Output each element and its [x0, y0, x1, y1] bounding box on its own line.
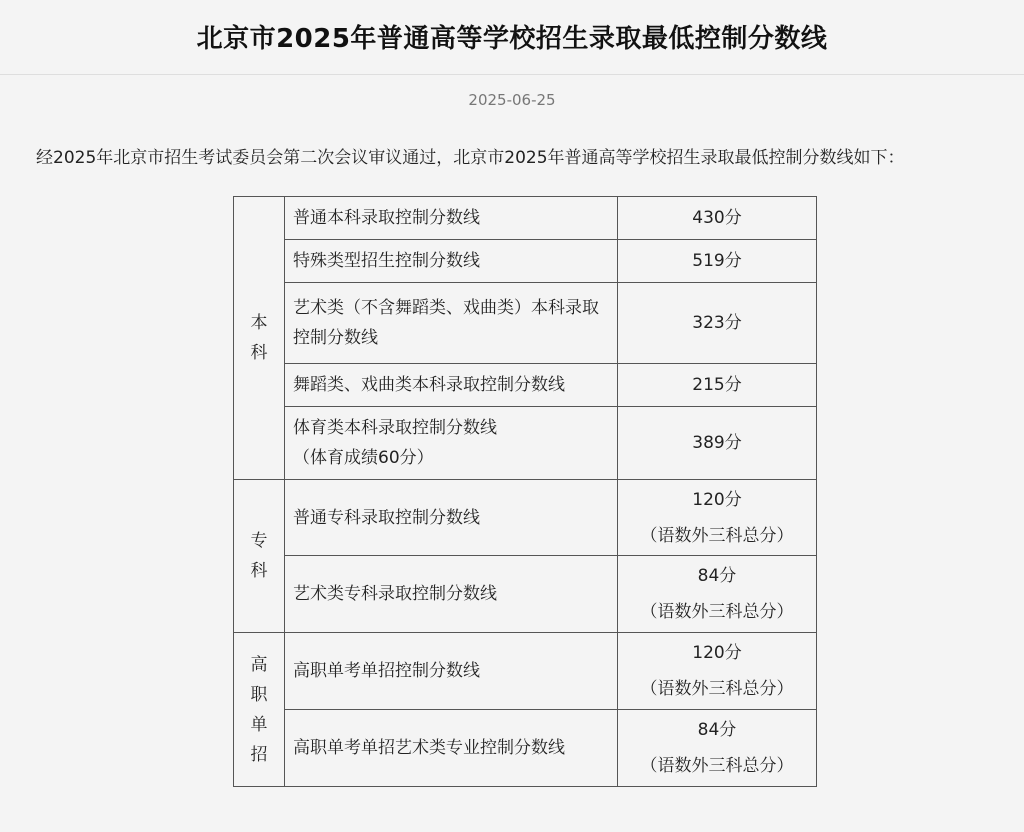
score-cell	[618, 480, 817, 556]
table-row	[234, 240, 817, 283]
score-value: 120分	[692, 489, 742, 510]
score-note: （语数外三科总分）	[640, 679, 794, 699]
score-cell	[618, 633, 817, 710]
score-cell: 389分	[618, 407, 817, 480]
publish-date: 2025-06-25	[468, 91, 556, 109]
item-cell: 高职单考单招艺术类专业控制分数线	[285, 710, 618, 787]
table-row	[234, 633, 817, 710]
item-note: （体育成绩60分）	[293, 448, 434, 468]
item-cell: 高职单考单招控制分数线	[285, 633, 618, 710]
score-table	[233, 196, 817, 787]
item-cell: 艺术类专科录取控制分数线	[285, 556, 618, 633]
item-cell: 普通专科录取控制分数线	[285, 480, 618, 556]
score-cell	[618, 556, 817, 633]
table-row	[234, 556, 817, 633]
item-cell	[285, 407, 618, 480]
item-cell: 艺术类（不含舞蹈类、戏曲类）本科录取控制分数线	[285, 283, 618, 364]
score-note: （语数外三科总分）	[640, 602, 794, 622]
score-note: （语数外三科总分）	[640, 525, 794, 546]
score-note: （语数外三科总分）	[640, 756, 794, 776]
item-text: 体育类本科录取控制分数线	[293, 418, 497, 438]
page-title: 北京市2025年普通高等学校招生录取最低控制分数线	[196, 24, 828, 54]
title-divider	[0, 74, 1024, 75]
table-row	[234, 480, 817, 556]
score-cell: 323分	[618, 283, 817, 364]
score-cell: 430分	[618, 197, 817, 240]
score-cell	[618, 710, 817, 787]
item-cell: 特殊类型招生控制分数线	[285, 240, 618, 283]
table-row	[234, 283, 817, 364]
score-cell: 519分	[618, 240, 817, 283]
table-row	[234, 197, 817, 240]
table-row	[234, 364, 817, 407]
category-cell: 本科	[234, 197, 285, 480]
category-cell: 专科	[234, 480, 285, 633]
category-cell: 高职单招	[234, 633, 285, 787]
score-value: 120分	[692, 643, 742, 663]
score-value: 84分	[697, 566, 737, 586]
intro-text: 经2025年北京市招生考试委员会第二次会议审议通过，北京市2025年普通高等学校招生录取最低控制分数线如下：	[36, 148, 905, 168]
item-cell: 普通本科录取控制分数线	[285, 197, 618, 240]
score-cell: 215分	[618, 364, 817, 407]
table-row	[234, 407, 817, 480]
item-cell: 舞蹈类、戏曲类本科录取控制分数线	[285, 364, 618, 407]
table-row	[234, 710, 817, 787]
score-value: 84分	[697, 720, 737, 740]
